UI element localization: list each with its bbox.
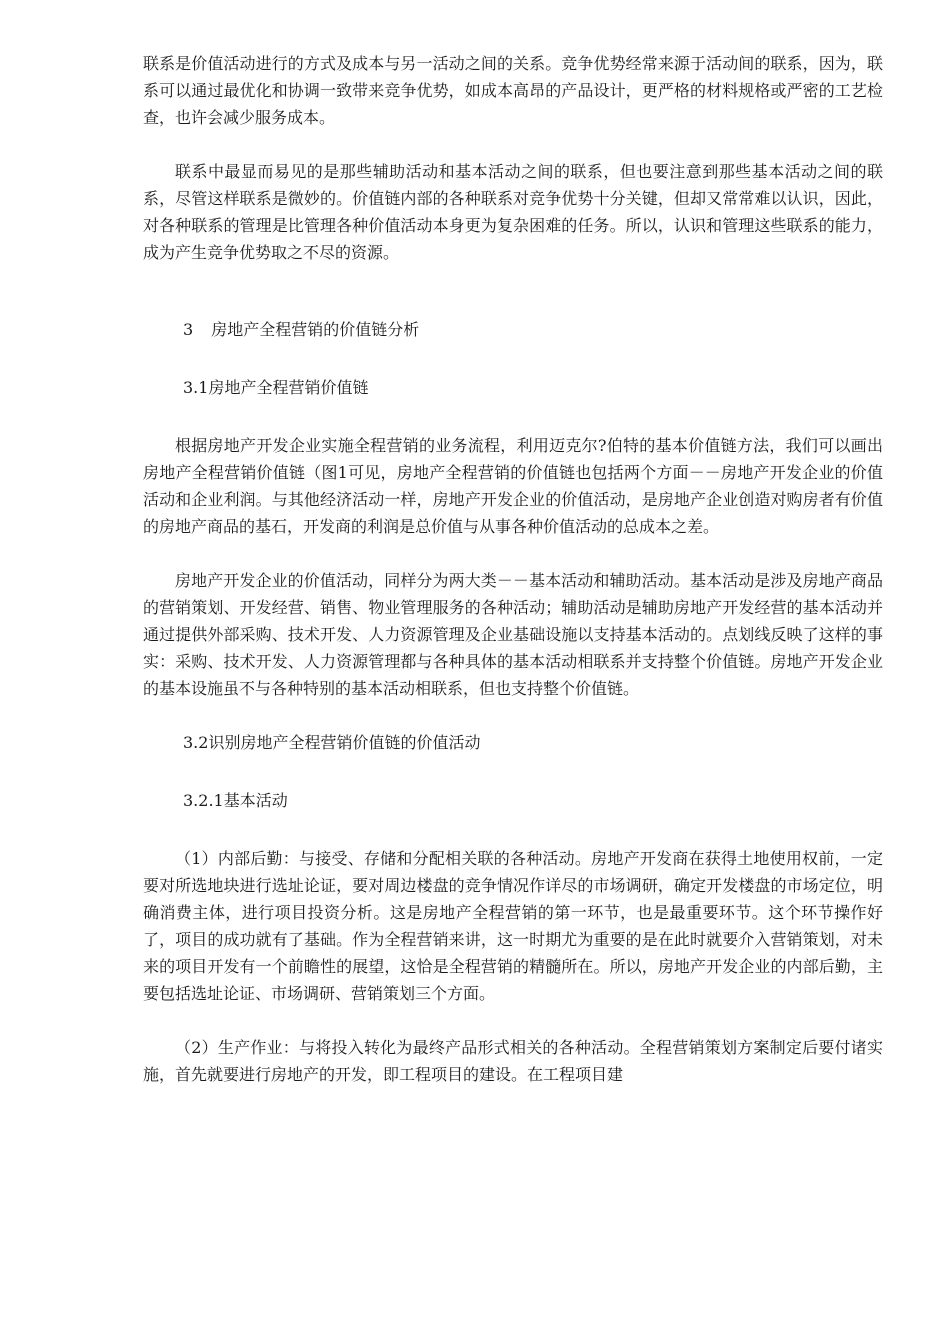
section-title: 房地产全程营销的价值链分析 <box>211 320 420 339</box>
paragraph-operations: （2）生产作业：与将投入转化为最终产品形式相关的各种活动。全程营销策划方案制定后要付诸实施，首先就要进行房地产的开发，即工程项目的建设。在工程项目建 <box>143 1038 883 1084</box>
paragraph-inbound-logistics: （1）内部后勤：与接受、存储和分配相关联的各种活动。房地产开发商在获得土地使用权前，一定要对所选地块进行选址论证，要对周边楼盘的竞争情况作详尽的市场调研，确定开发楼盘的市场定位，明确消费主体，进行项目投资分析。这是房地产全程营销的第一环节，也是最重要环节。这个环节操作好了，项目的成功就有了基础。作为全程营销来讲，这一时期尤为重要的是在此时就要介入营销策划，对未来的项目开发有一个前瞻性的展望，这恰是全程营销的精髓所在。所以，房地产开发企业的内部后勤，主要包括选址论证、市场调研、营销策划三个方面。 <box>143 849 883 1003</box>
paragraph-linkage-definition: 联系是价值活动进行的方式及成本与另一活动之间的关系。竞争优势经常来源于活动间的联系，因为，联系可以通过最优化和协调一致带来竞争优势，如成本高昂的产品设计，更严格的材料规格或严密的工艺检查，也许会减少服务成本。 <box>143 54 883 127</box>
section-heading-3 <box>143 316 883 343</box>
paragraph-value-activities: 房地产开发企业的价值活动，同样分为两大类－－基本活动和辅助活动。基本活动是涉及房地产商品的营销策划、开发经营、销售、物业管理服务的各种活动；辅助活动是辅助房地产开发经营的基本活动并通过提供外部采购、技术开发、人力资源管理及企业基础设施以支持基本活动的。点划线反映了这样的事实：采购、技术开发、人力资源管理都与各种具体的基本活动相联系并支持整个价值链。房地产开发企业的基本设施虽不与各种特别的基本活动相联系，但也支持整个价值链。 <box>143 571 883 698</box>
section-heading-3-1: 3.1房地产全程营销价值链 <box>183 378 369 397</box>
section-heading-3-2-1: 3.2.1基本活动 <box>183 791 288 810</box>
section-number: 3 <box>183 320 194 339</box>
document-body <box>143 50 883 1115</box>
paragraph-linkage-management: 联系中最显而易见的是那些辅助活动和基本活动之间的联系，但也要注意到那些基本活动之间的联系，尽管这样联系是微妙的。价值链内部的各种联系对竞争优势十分关键，但却又常常难以认识，因此，对各种联系的管理是比管理各种价值活动本身更为复杂困难的任务。所以，认识和管理这些联系的能力，成为产生竞争优势取之不尽的资源。 <box>143 162 883 262</box>
section-heading-3-2: 3.2识别房地产全程营销价值链的价值活动 <box>183 733 481 752</box>
paragraph-value-chain-drawing: 根据房地产开发企业实施全程营销的业务流程，利用迈克尔?伯特的基本价值链方法，我们可以画出房地产全程营销价值链（图1可见，房地产全程营销的价值链也包括两个方面－－房地产开发企业的价值活动和企业利润。与其他经济活动一样，房地产开发企业的价值活动，是房地产企业创造对购房者有价值的房地产商品的基石，开发商的利润是总价值与从事各种价值活动的总成本之差。 <box>143 436 883 536</box>
